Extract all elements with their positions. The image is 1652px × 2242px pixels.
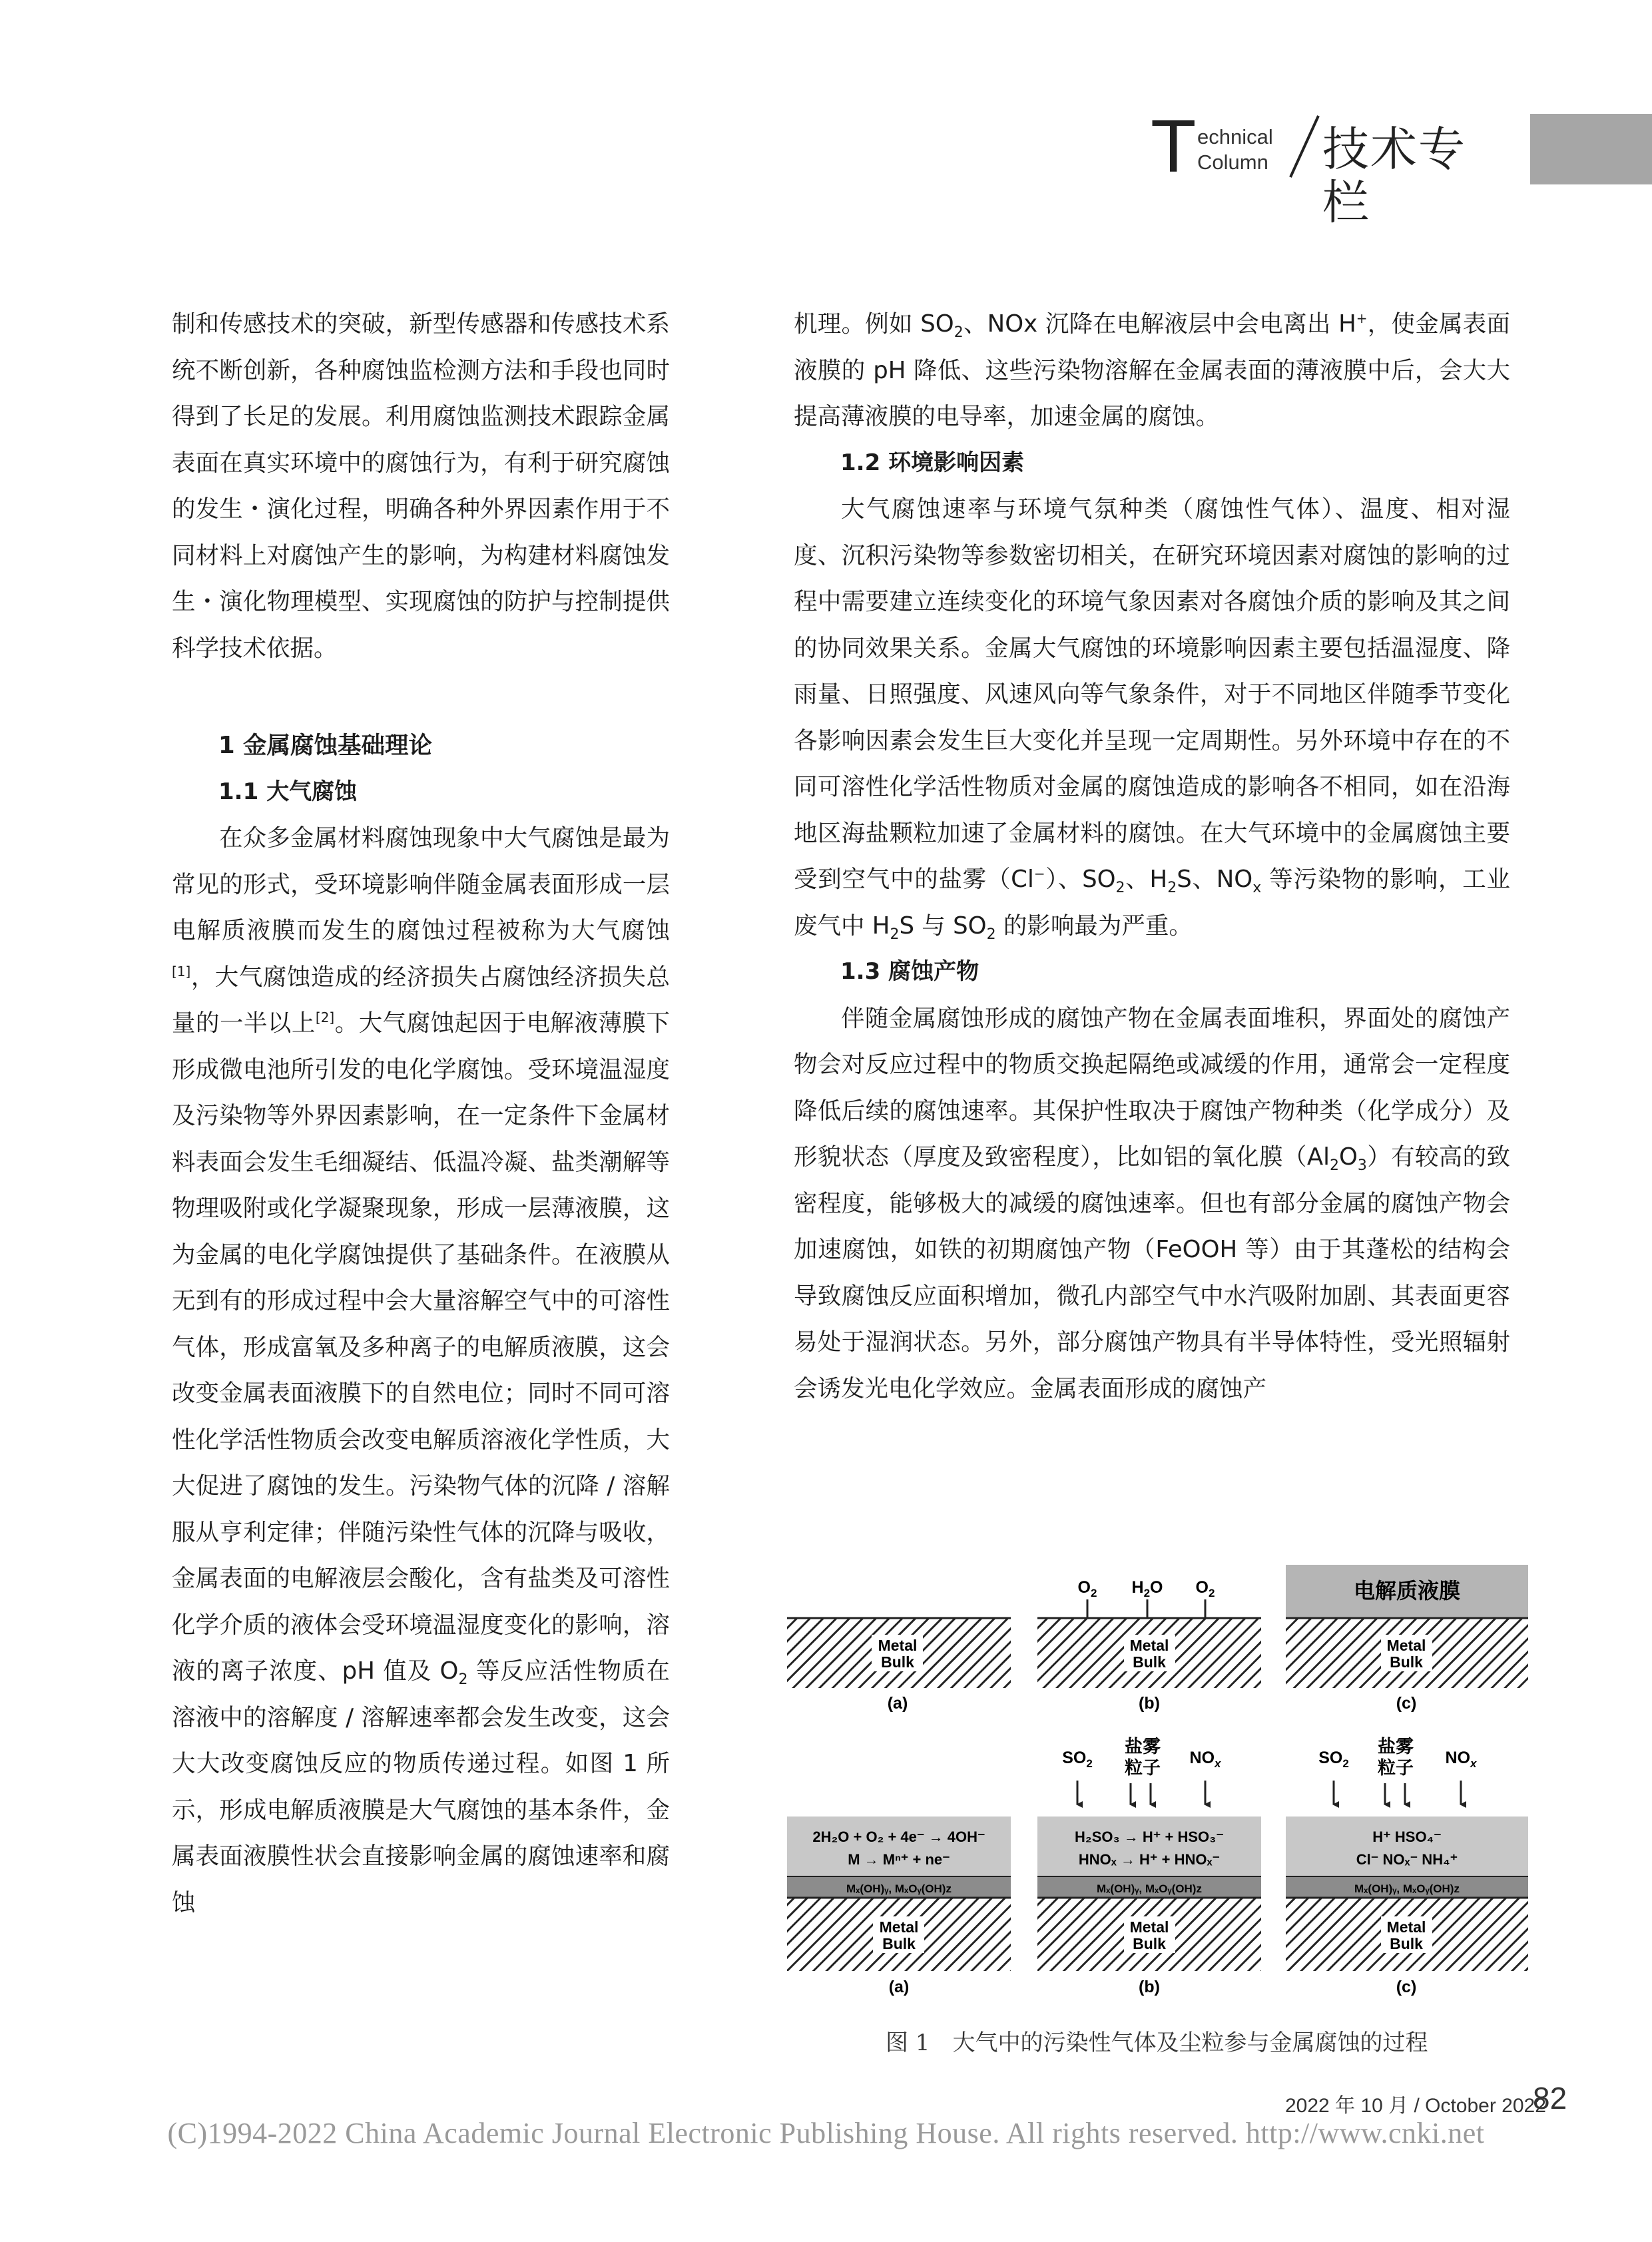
panel-top-c [1286, 1565, 1528, 1713]
metal-label: Metal [1129, 1918, 1169, 1936]
ions-c-2: Cl⁻ NOₓ⁻ NH₄⁺ [1356, 1851, 1458, 1868]
nox-label: $NO_x$ [1189, 1749, 1221, 1770]
header-section-title: 技术专栏 [1322, 122, 1466, 230]
column-header [1137, 105, 1510, 230]
salt-spray-label-1: 盐雾 [1125, 1737, 1161, 1757]
citation-2[interactable]: [2] [315, 1009, 335, 1026]
paragraph-intro-continued: 制和传感技术的突破，新型传感器和传感技术系统不断创新，各种腐蚀监检测方法和手段也同时得到了长足的发展。利用腐蚀监测技术跟踪金属表面在真实环境中的腐蚀行为，有利于研究腐蚀的发生・演化过程，明确各种外界因素作用于不同材料上对腐蚀产生的影响，为构建材料腐蚀发生・演化物理模型、实现腐蚀的防护与控制提供科学技术依据。 [172, 310, 670, 662]
bulk-label: Bulk [1133, 1653, 1166, 1671]
panel-label-top-a: (a) [887, 1694, 908, 1713]
header-word-2: Column [1197, 150, 1268, 174]
header-gray-bar [1530, 114, 1652, 184]
so2-label: $SO_2$ [1318, 1749, 1349, 1770]
subsection-heading-1-2: 1.2 环境影响因素 [840, 449, 1025, 476]
nox-label: $NO_x$ [1445, 1749, 1477, 1770]
paragraph-mechanism: 机理。例如 $SO_2$、NOx 沉降在电解液层中会电离出 H+，使金属表面液膜的 pH 降低、这些污染物溶解在金属表面的薄液膜中后，会大大提高薄液膜的电导率，加速金属的腐蚀。 [794, 310, 1510, 430]
metal-label: Metal [1129, 1637, 1169, 1654]
subsection-heading-1-1: 1.1 大气腐蚀 [218, 778, 358, 805]
so2-label: $SO_2$ [1062, 1749, 1093, 1770]
panel-bottom-b [1037, 1737, 1261, 1996]
metal-label: Metal [1386, 1637, 1426, 1654]
corrosion-product-b: Mₓ(OH)ᵧ, MₓOᵧ(OH)z [1097, 1882, 1202, 1895]
metal-label: Metal [878, 1637, 918, 1654]
section-heading-1: 1 金属腐蚀基础理论 [218, 732, 433, 759]
bulk-label: Bulk [1133, 1935, 1166, 1952]
paragraph-corrosion-products: 伴随金属腐蚀形成的腐蚀产物在金属表面堆积，界面处的腐蚀产物会对反应过程中的物质交换起隔绝或减缓的作用，通常会一定程度降低后续的腐蚀速率。其保护性取决于腐蚀产物种类（化学成分）及形貌状态（厚度及致密程度），比如铝的氧化膜$(Al_2O_3)$有较高的致密程度，能够极大的减缓的腐蚀速率。但也有部分金属的腐蚀产物会加速腐蚀，如铁的初期腐蚀产物（FeOOH 等）由于其蓬松的结构会导致腐蚀反应面积增加，微孔内部空气中水汽吸附加剧、其表面更容易处于湿润状态。另外，部分腐蚀产物具有半导体特性，受光照辐射会诱发光电化学效应。金属表面形成的腐蚀产 [794, 1004, 1510, 1402]
panel-label-top-c: (c) [1396, 1694, 1417, 1713]
issue-date: 2022 年 10 月 / October 2022 [1285, 2095, 1546, 2117]
figure-1-corrosion-diagram [784, 1563, 1529, 2010]
corrosion-product-c: Mₓ(OH)ᵧ, MₓOᵧ(OH)z [1354, 1882, 1460, 1895]
metal-label: Metal [879, 1918, 919, 1936]
equation-a-1: 2H₂O + O₂ + 4e⁻ → 4OH⁻ [812, 1828, 985, 1845]
ions-c-1: H⁺ HSO₄⁻ [1372, 1828, 1442, 1845]
left-column [172, 301, 670, 1926]
citation-1[interactable]: [1] [172, 963, 191, 980]
equation-a-2: M → Mⁿ⁺ + ne⁻ [848, 1851, 950, 1868]
header-slash [1284, 111, 1324, 184]
bulk-label: Bulk [882, 1935, 916, 1952]
panel-label-bottom-b: (b) [1139, 1978, 1160, 1996]
bulk-label: Bulk [1390, 1653, 1423, 1671]
right-column [794, 301, 1510, 1412]
bulk-label: Bulk [881, 1653, 914, 1671]
panel-top-a [787, 1618, 1011, 1713]
bulk-label: Bulk [1390, 1935, 1423, 1952]
equation-b-1: H₂SO₃ → H⁺ + HSO₃⁻ [1075, 1828, 1224, 1845]
paragraph-environment-factors: 大气腐蚀速率与环境气氛种类（腐蚀性气体）、温度、相对湿度、沉积污染物等参数密切相关，在研究环境因素对腐蚀的影响的过程中需要建立连续变化的环境气象因素对各腐蚀介质的影响及其之间的协同效果关系。金属大气腐蚀的环境影响因素主要包括温湿度、降雨量、日照强度、风速风向等气象条件，对于不同地区伴随季节变化各影响因素会发生巨大变化并呈现一定周期性。另外环境中存在的不同可溶性化学活性物质对金属的腐蚀造成的影响各不相同，如在沿海地区海盐颗粒加速了金属材料的腐蚀。在大气环境中的金属腐蚀主要受到空气中的盐雾（Cl−）、$SO_2$、$H_2S$、$NO_x$ 等污染物的影响，工业废气中 $H_2S$ 与 $SO_2$ 的影响最为严重。 [794, 495, 1510, 943]
o2-label-right: $O_2$ [1195, 1578, 1215, 1599]
panel-label-bottom-c: (c) [1396, 1978, 1417, 1996]
salt-spray-label-1: 盐雾 [1378, 1737, 1414, 1757]
panel-label-top-b: (b) [1139, 1694, 1160, 1713]
panel-bottom-a [787, 1817, 1011, 1996]
header-word-1: echnical [1197, 125, 1273, 148]
subsection-heading-1-3: 1.3 腐蚀产物 [840, 958, 979, 985]
salt-spray-label-2: 粒子 [1125, 1758, 1161, 1779]
corrosion-product-a: Mₓ(OH)ᵧ, MₓOᵧ(OH)z [846, 1882, 952, 1895]
copyright-watermark: (C)1994-2022 China Academic Journal Electronic Publishing House. All rights reserved. http://www.cnki.net [167, 2117, 1485, 2149]
figure-caption: 图 1 大气中的污染性气体及尘粒参与金属腐蚀的过程 [886, 2030, 1428, 2056]
panel-label-bottom-a: (a) [888, 1978, 910, 1996]
page-number: 82 [1533, 2081, 1567, 2115]
h2o-label: $H_2O$ [1131, 1578, 1163, 1599]
panel-top-b [1037, 1578, 1261, 1713]
equation-b-2: HNOₓ → H⁺ + HNOₓ⁻ [1078, 1851, 1221, 1868]
header-big-letter: T [1151, 105, 1197, 188]
paragraph-atmospheric-corrosion: 在众多金属材料腐蚀现象中大气腐蚀是最为常见的形式，受环境影响伴随金属表面形成一层电解质液膜而发生的腐蚀过程被称为大气腐蚀[1]，大气腐蚀造成的经济损失占腐蚀经济损失总量的一半以上[2]。大气腐蚀起因于电解液薄膜下形成微电池所引发的电化学腐蚀。受环境温湿度及污染物等外界因素影响，在一定条件下金属材料表面会发生毛细凝结、低温冷凝、盐类潮解等物理吸附或化学凝聚现象，形成一层薄液膜，这为金属的电化学腐蚀提供了基础条件。在液膜从无到有的形成过程中会大量溶解空气中的可溶性气体，形成富氧及多种离子的电解质液膜，这会改变金属表面液膜下的自然电位；同时不同可溶性化学活性物质会改变电解质溶液化学性质，大大促进了腐蚀的发生。污染物气体的沉降 / 溶解服从亨利定律；伴随污染性气体的沉降与吸收，金属表面的电解液层会酸化，含有盐类及可溶性化学介质的液体会受环境温湿度变化的影响，溶液的离子浓度、pH 值及 $O_2$ 等反应活性物质在溶液中的溶解度 / 溶解速率都会发生改变，这会大大改变腐蚀反应的物质传递过程。如图 1 所示，形成电解质液膜是大气腐蚀的基本条件，金属表面液膜性状会直接影响金属的腐蚀速率和腐蚀 [172, 824, 670, 1916]
o2-label-left: $O_2$ [1077, 1578, 1097, 1599]
electrolyte-film-label: 电解质液膜 [1353, 1578, 1461, 1603]
panel-bottom-c [1286, 1737, 1528, 1996]
metal-label: Metal [1386, 1918, 1426, 1936]
salt-spray-label-2: 粒子 [1378, 1758, 1414, 1779]
